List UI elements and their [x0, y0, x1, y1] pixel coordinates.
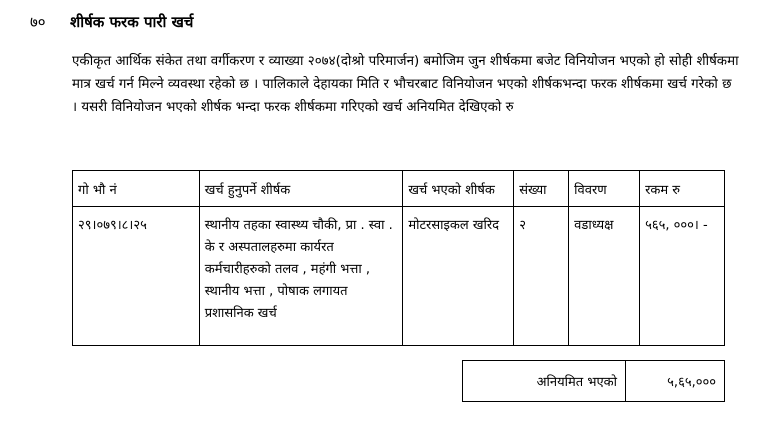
section-title: शीर्षक फरक पारी खर्च [70, 13, 194, 31]
total-row [463, 361, 725, 402]
cell-proper-head: स्थानीय तहका स्वास्थ्य चौकी, प्रा . स्वा . के र अस्पतालहरुमा कार्यरत कर्मचारीहरुको तलव , महंगी भत्ता , स्थानीय भत्ता , पोषाक लगायत प्रशासनिक खर्च [199, 207, 403, 346]
section-heading [30, 12, 193, 32]
body-paragraph: एकीकृत आर्थिक संकेत तथा वर्गीकरण र व्याख्या २०७४(दोश्रो परिमार्जन) बमोजिम जुन शीर्षकमा बजेट विनियोजन भएको हो सोही शीर्षकमा मात्र खर्च गर्न मिल्ने व्यवस्था रहेको छ । पालिकाले देहायका मिति र भौचरबाट विनियोजन भएको शीर्षकभन्दा फरक शीर्षकमा खर्च गरेको छ । यसरी विनियोजन भएको शीर्षक भन्दा फरक शीर्षकमा गरिएको खर्च अनियमित देखिएको रु [72, 54, 739, 115]
cell-description: वडाध्यक्ष [569, 207, 640, 346]
header-voucher: गो भौ नं [73, 171, 200, 207]
table-header-row [73, 171, 725, 207]
total-value: ५,६५,००० [626, 361, 725, 402]
cell-count: २ [514, 207, 569, 346]
cell-amount: ५६५, ०००। - [640, 207, 725, 346]
table-row [73, 207, 725, 346]
total-table [462, 360, 725, 402]
header-description: विवरण [569, 171, 640, 207]
total-label: अनियमित भएको [463, 361, 626, 402]
header-count: संख्या [514, 171, 569, 207]
header-proper-head: खर्च हुनुपर्ने शीर्षक [199, 171, 403, 207]
header-spent-head: खर्च भएको शीर्षक [403, 171, 514, 207]
cell-voucher: २९।०७९।८।२५ [73, 207, 200, 346]
irregular-expense-table [72, 170, 725, 346]
section-number: ७० [30, 13, 46, 31]
cell-spent-head: मोटरसाइकल खरिद [403, 207, 514, 346]
header-amount: रकम रु [640, 171, 725, 207]
